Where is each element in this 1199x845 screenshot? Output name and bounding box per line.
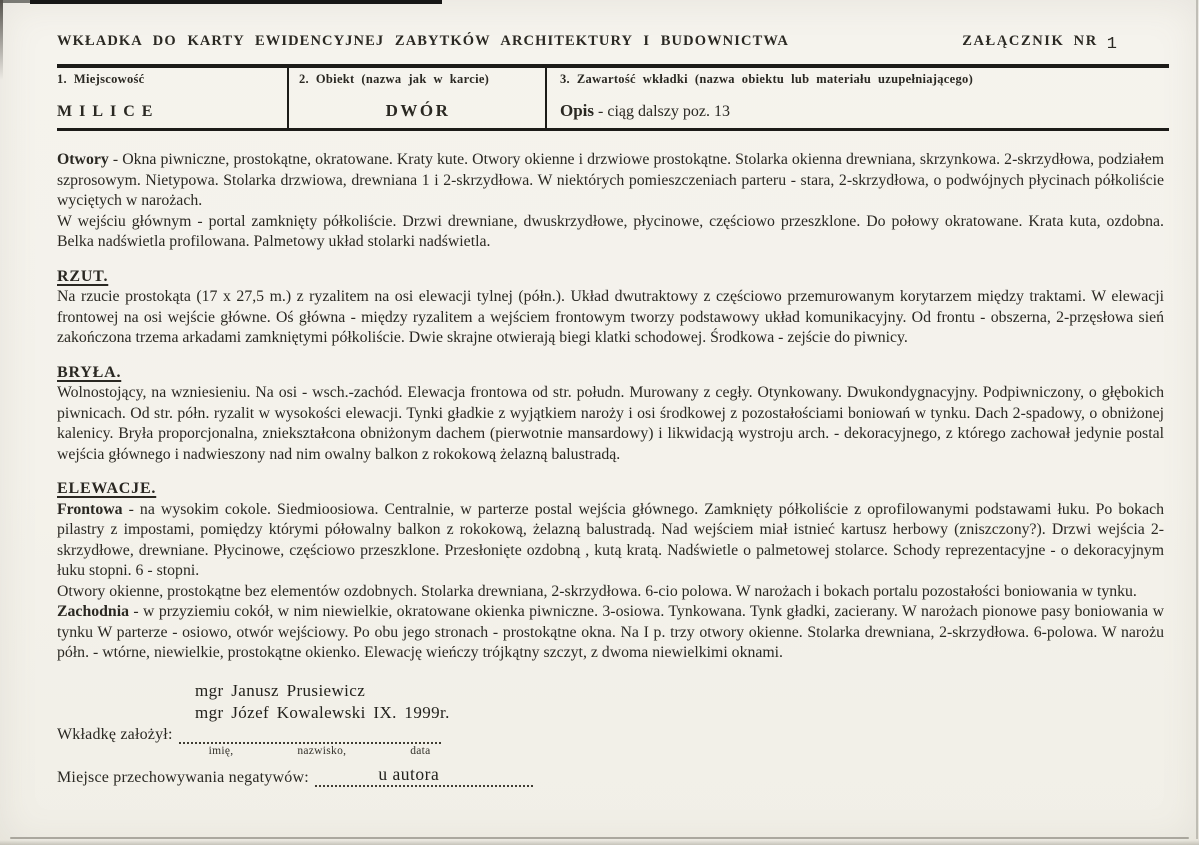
paragraph-text: W wejściu głównym - portal zamknięty półkoliście. Drzwi drewniane, dwuskrzydłowe, płycinowe, częściowo przeszklone. Do połowy okratowane. Krata kuta, ozdobna. Belka nadświetla profilowana. Palmetowy układ stolarki nadświetla. <box>57 212 1164 250</box>
info-col-miejscowosc <box>57 68 287 128</box>
info-col-obiekt <box>287 68 545 128</box>
paragraph-text: Otwory okienne, prostokątne bez elementów ozdobnych. Stolarka drewniana, 2-skrzydłowa. 6-cio polowa. W narożach i bokach portalu pozostałości boniowania w tynku. <box>57 582 1137 600</box>
section-heading: RZUT. <box>57 267 109 285</box>
founder-dotted-line <box>179 741 441 757</box>
sublabel-nazwisko: nazwisko, <box>297 744 347 757</box>
zawartosc-value-rest: - ciąg dalszy poz. 13 <box>594 103 730 120</box>
paragraph-text: - w przyziemiu cokół, w nim niewielkie, okratowane okienka piwniczne. 3-osiowa. Tynkowana. Tynk gładki, zacierany. W narożach pionowe pasy boniowania w tynku W parterze - osiowo, otwór wejściowy. Po obu jego stronach - prostokątne okna. Na I p. trzy otwory okienne. Stolarka drewniana, 2-skrzydłowa. 6-polowa. W narożu półn. - wtórne, niewielkie, prostokątne okienko. Elewację wieńczy trójkątny szczyt, z dwoma niewielkimi oknami. <box>57 603 1164 661</box>
document-body <box>57 150 1164 664</box>
paragraph-text: - Okna piwniczne, prostokątne, okratowane. Kraty kute. Otwory okienne i drzwiowe prostokątne. Stolarka okienna drewniana, skrzynkowa. 2-skrzydłowa, podziałem szprosowym. Nietypowa. Stolarka drzwiowa, drewniana 1 i 2-skrzydłowa. W niektórych pomieszczeniach parteru - stara, 2-skrzydłowa, o podwójnych płycinach półkoliście wyciętych w narożach. <box>57 151 1164 209</box>
attachment-label <box>962 32 1117 54</box>
paragraph-text: Na rzucie prostokąta (17 x 27,5 m.) z ryzalitem na osi elewacji tylnej (półn.). Układ dwutraktowy z częściowo przemurowanym korytarzem między traktami. W elewacji frontowej na osi wejście główne. Oś główna - między ryzalitem a wejściem frontowym tworzy podstawowy układ komunikacyjny. Od frontu - obszerna, 2-przęsłowa sień zakończona trzema arkadami zamkniętymi półkoliście. Dwie skrajne otwierają biegi klatki schodowej. Środkowa - zejście do piwnicy. <box>57 288 1164 346</box>
negatives-field <box>57 763 1169 787</box>
scan-edge-bottom-shadow <box>0 840 1199 845</box>
founder-sublabels <box>209 745 431 757</box>
zawartosc-value <box>560 101 1161 121</box>
paragraph <box>57 212 1164 253</box>
typed-name-1: mgr Janusz Prusiewicz <box>195 680 366 700</box>
section-bryla <box>57 363 1164 466</box>
miejscowosc-value: MILICE <box>57 103 160 120</box>
info-col-zawartosc <box>545 68 1169 128</box>
section-otwory <box>57 150 1164 253</box>
info-col-label: 3. Zawartość wkładki (nazwa obiektu lub materiału uzupełniającego) <box>560 72 974 86</box>
sublabel-data: data <box>410 744 431 757</box>
typed-author-names <box>195 680 1169 724</box>
paragraph-lead: Frontowa <box>57 500 123 518</box>
paragraph-text: - na wysokim cokole. Siedmioosiowa. Centralnie, w parterze postal wejścia głównego. Zamknięty półkoliście z oprofilowanymi podstawami łuku. Po bokach pilastry z impostami, pomiędzy którymi półowalny balkon z rokokową, żelazną balustradą. Nad wejściem miał istnieć kartusz herbowy (zniszczony?). Drzwi wejścia 2-skrzydłowe, drewniane. Płycinowe, częściowo przeszklone. Przesłonięte ozdobną , kutą kratą. Nadświetle o palmetowej stolarce. Schody reprezentacyjne - o dekoracyjnym łuku stopni. 6 - stopni. <box>57 500 1164 579</box>
founder-field-label: Wkładkę założył: <box>57 725 173 743</box>
scan-edge-bottom <box>10 837 1189 839</box>
attachment-label-text: ZAŁĄCZNIK NR <box>962 33 1098 49</box>
zawartosc-value-lead: Opis <box>560 101 595 120</box>
document-title: WKŁADKA DO KARTY EWIDENCYJNEJ ZABYTKÓW ARCHITEKTURY I BUDOWNICTWA <box>57 33 789 49</box>
dotted-line <box>179 741 441 744</box>
negatives-typed-value: u autora <box>378 763 440 784</box>
typed-name-2: mgr Józef Kowalewski IX. 1999r. <box>195 702 450 722</box>
paragraph <box>57 500 1164 582</box>
document-header <box>57 0 1169 54</box>
negatives-dotted-line <box>315 763 533 787</box>
paragraph <box>57 582 1164 603</box>
paragraph-text: Wolnostojący, na wzniesieniu. Na osi - wsch.-zachód. Elewacja frontowa od str. połudn. Murowany z cegły. Otynkowany. Dwukondygnacyjny. Podpiwniczony, o głębokich piwnicach. Od str. półn. ryzalit w wysokości elewacji. Tynki gładkie z wyjątkiem naroży i osi środkowej z pozostałościami boniowań w tynku. Dach 2-spadowy, o obniżonej kalenicy. Bryła proporcjonalna, zniekształcona obniżonym dachem (pierwotnie mansardowy) i likwidacją wystroju arch. - dekoracyjnego, z którego zachował jedynie postal wejścia głównego i nadwieszony nad nim owalny balkon z rokokową żelazną balustradą. <box>57 384 1164 463</box>
info-col-label: 1. Miejscowość <box>57 72 145 86</box>
paragraph <box>57 602 1164 664</box>
negatives-field-label: Miejsce przechowywania negatywów: <box>57 768 309 786</box>
paragraph-lead: Otwory <box>57 151 109 168</box>
paragraph <box>57 383 1164 465</box>
section-heading: ELEWACJE. <box>57 480 157 497</box>
founder-field <box>57 725 1169 757</box>
info-col-label: 2. Obiekt (nazwa jak w karcie) <box>299 72 490 86</box>
paragraph <box>57 287 1164 349</box>
sublabel-imie: imię, <box>208 744 234 757</box>
section-elewacje <box>57 479 1164 664</box>
attachment-number: 1 <box>1106 35 1117 54</box>
info-table <box>57 64 1169 131</box>
document-footer <box>57 680 1169 787</box>
paragraph <box>57 150 1164 212</box>
section-rzut <box>57 267 1164 349</box>
obiekt-value: DWÓR <box>385 101 451 120</box>
section-heading: BRYŁA. <box>57 363 122 381</box>
paragraph-lead: Zachodnia <box>57 603 129 620</box>
